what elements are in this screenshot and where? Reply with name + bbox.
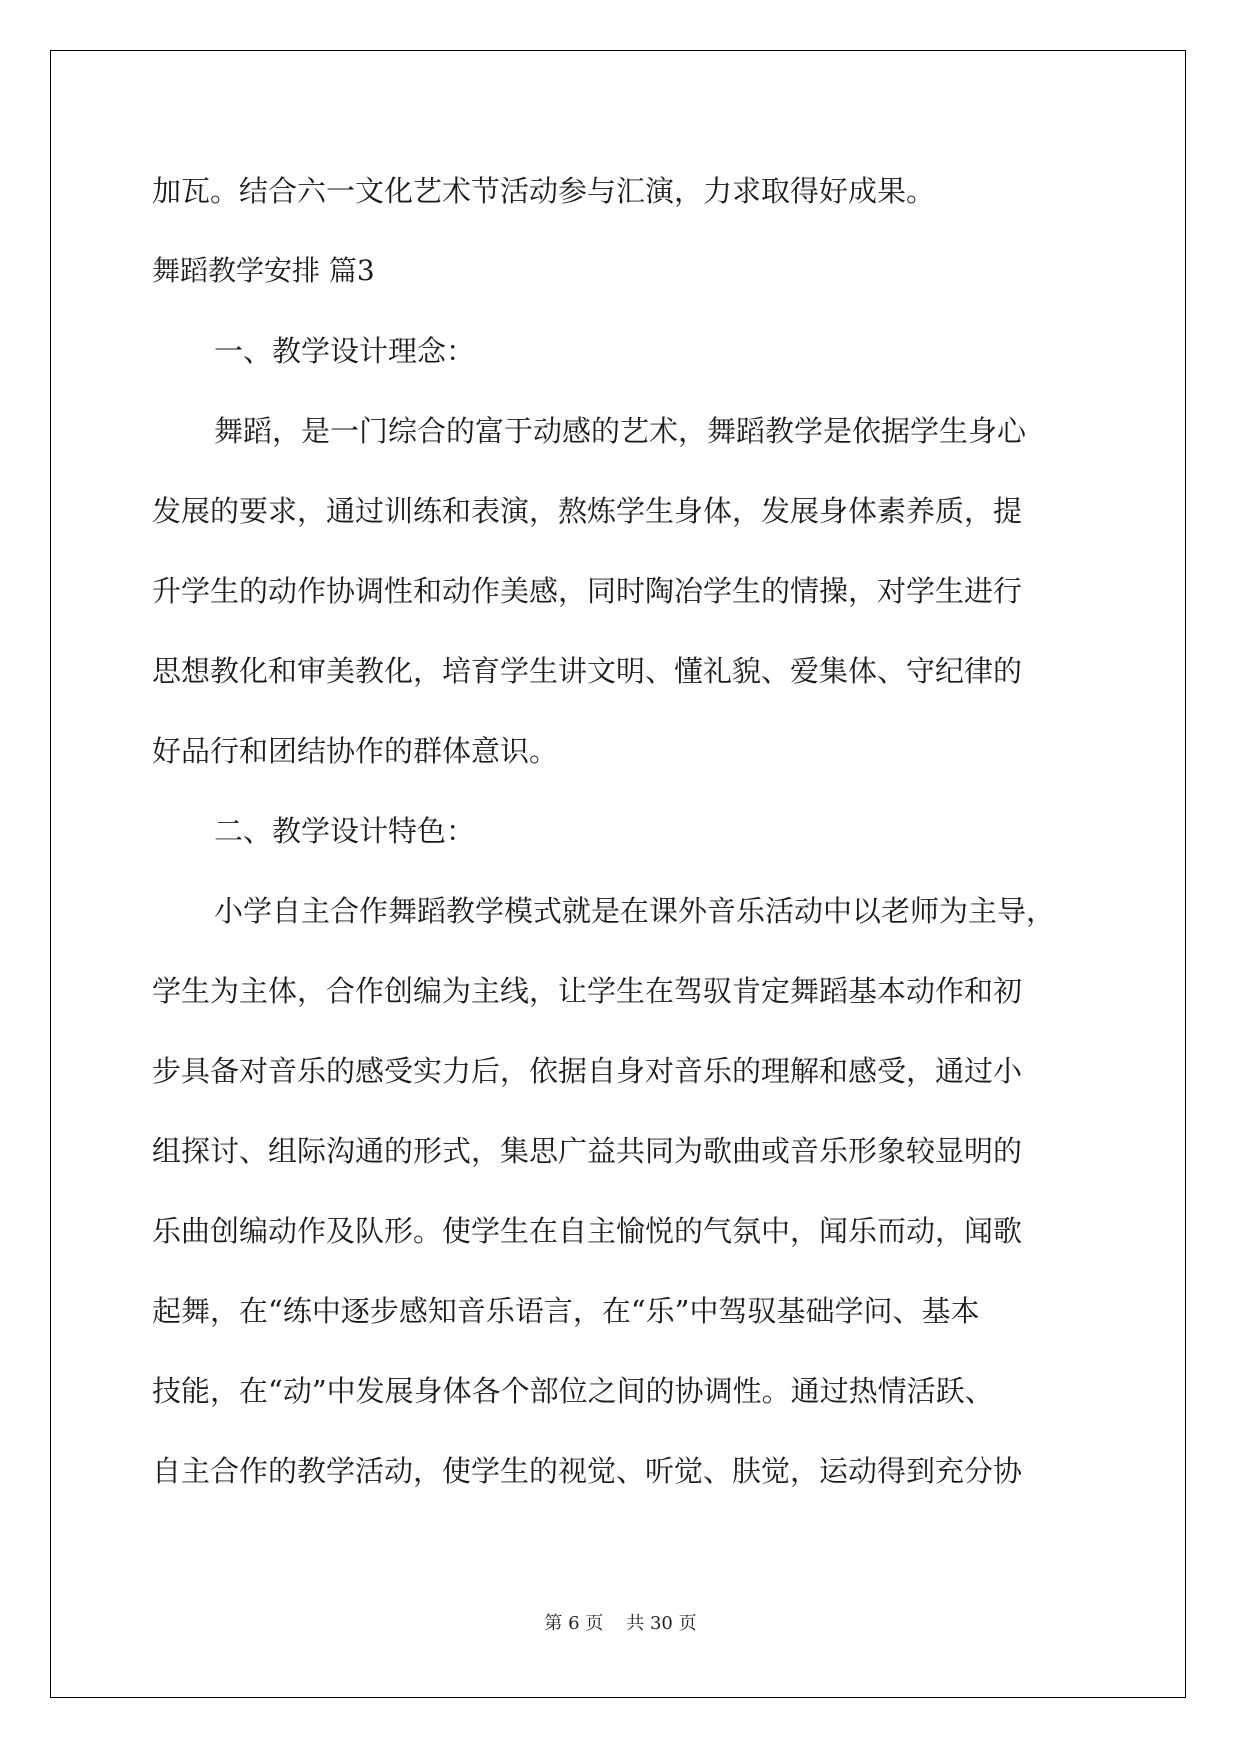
text-line: 自主合作的教学活动，使学生的视觉、听觉、肤觉，运动得到充分协	[152, 1454, 1023, 1488]
text-line: 升学生的动作协调性和动作美感，同时陶冶学生的情操，对学生进行	[152, 574, 1023, 608]
text-line: 学生为主体，合作创编为主线，让学生在驾驭肯定舞蹈基本动作和初	[152, 974, 1023, 1008]
page-footer	[0, 1609, 1241, 1635]
text-line: 技能，在“动”中发展身体各个部位之间的协调性。通过热情活跃、	[152, 1374, 994, 1408]
page-total: 共 30 页	[626, 1613, 697, 1634]
text-line: 起舞，在“练中逐步感知音乐语言，在“乐”中驾驭基础学问、基本	[152, 1294, 980, 1328]
page-number: 第 6 页	[544, 1613, 604, 1634]
page-border	[50, 50, 1186, 1698]
text-line: 步具备对音乐的感受实力后，依据自身对音乐的理解和感受，通过小	[152, 1054, 1023, 1088]
text-line: 好品行和团结协作的群体意识。	[152, 734, 559, 768]
subsection-heading: 二、教学设计特色：	[214, 814, 476, 848]
text-line: 发展的要求，通过训练和表演，熬炼学生身体，发展身体素养质，提	[152, 494, 1023, 528]
text-line: 乐曲创编动作及队形。使学生在自主愉悦的气氛中，闻乐而动，闻歌	[152, 1214, 1023, 1248]
text-line: 思想教化和审美教化，培育学生讲文明、懂礼貌、爱集体、守纪律的	[152, 654, 1023, 688]
section-heading: 舞蹈教学安排 篇3	[152, 254, 375, 287]
text-line: 小学自主合作舞蹈教学模式就是在课外音乐活动中以老师为主导，	[214, 894, 1056, 928]
text-line: 组探讨、组际沟通的形式，集思广益共同为歌曲或音乐形象较显明的	[152, 1134, 1023, 1168]
text-line: 舞蹈，是一门综合的富于动感的艺术，舞蹈教学是依据学生身心	[214, 414, 1027, 448]
subsection-heading: 一、教学设计理念：	[214, 334, 476, 368]
text-line: 加瓦。结合六一文化艺术节活动参与汇演，力求取得好成果。	[152, 174, 936, 208]
